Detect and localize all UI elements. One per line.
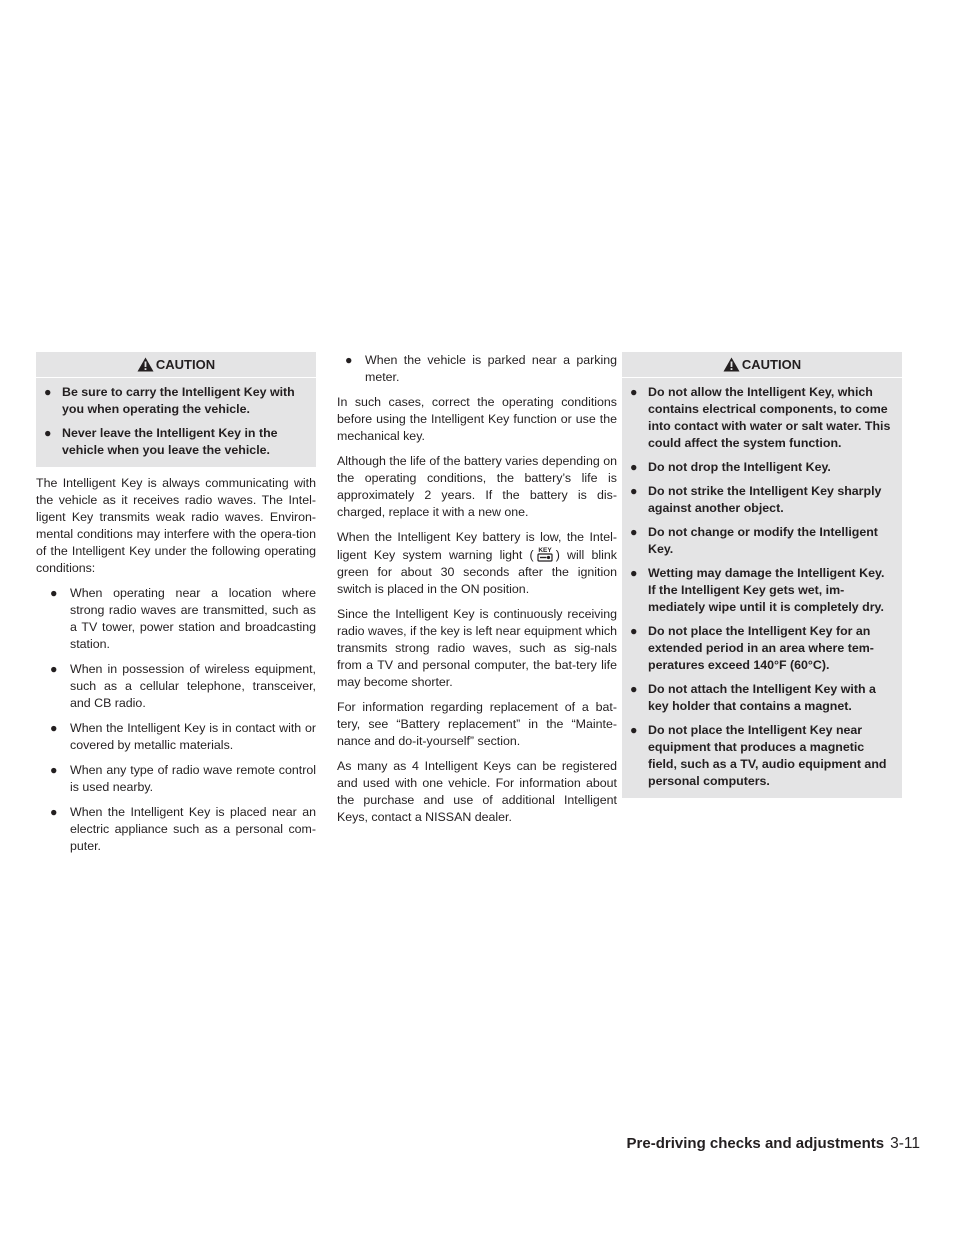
- bullet: ●: [50, 721, 58, 735]
- column-right: [622, 352, 902, 806]
- bullet: ●: [630, 624, 638, 638]
- paragraph: In such cases, correct the operating conditions before using the Intelligent Key function or use the mechanical key.: [337, 395, 617, 443]
- list-text: When the Intelligent Key is in contact with or covered by metallic materials.: [70, 721, 316, 752]
- warning-triangle-icon: [137, 357, 154, 372]
- warning-triangle-icon: [723, 357, 740, 372]
- bullet: ●: [44, 426, 52, 440]
- bullet: ●: [50, 763, 58, 777]
- bullet: ●: [630, 566, 638, 580]
- bullet: ●: [630, 460, 638, 474]
- bullet: ●: [630, 385, 638, 399]
- bullet: ●: [630, 525, 638, 539]
- caution-item: [630, 565, 894, 616]
- list-item: [36, 804, 316, 855]
- caution-item: [44, 425, 308, 459]
- bullet: ●: [630, 723, 638, 737]
- list-item: [36, 720, 316, 754]
- caution-item: [630, 681, 894, 715]
- caution-text: Be sure to carry the Intelligent Key with you when operating the vehicle.: [62, 385, 295, 416]
- caution-text: Wetting may damage the Intelligent Key. If the Intelligent Key gets wet, im-mediately wipe until it is completely dry.: [648, 566, 885, 614]
- key-icon-label: KEY: [538, 547, 552, 554]
- caution-item: [44, 384, 308, 418]
- caution-text: Do not allow the Intelligent Key, which contains electrical components, to come into contact with water or salt water. This could affect the system function.: [648, 385, 891, 450]
- bullet: ●: [345, 353, 353, 367]
- paragraph: Although the life of the battery varies depending on the operating conditions, the battery’s life is approximately 2 years. If the battery is dis-charged, replace it with a new one.: [337, 454, 617, 519]
- list-item: [36, 585, 316, 653]
- caution-text: Never leave the Intelligent Key in the vehicle when you leave the vehicle.: [62, 426, 278, 457]
- list-item: [36, 661, 316, 712]
- column-middle: [337, 352, 617, 834]
- list-item: [337, 352, 617, 386]
- bullet: ●: [44, 385, 52, 399]
- bullet: ●: [630, 682, 638, 696]
- key-warning-light-icon: [534, 546, 556, 562]
- paragraph: Since the Intelligent Key is continuously receiving radio waves, if the key is left near equipment which transmits strong radio waves, such as sig-nals from a TV and personal computer, the bat-tery life may become shorter.: [337, 607, 617, 689]
- caution-header: [622, 356, 902, 378]
- caution-box: [36, 352, 316, 467]
- caution-title: CAUTION: [741, 357, 802, 372]
- caution-header: [36, 356, 316, 378]
- paragraph: As many as 4 Intelligent Keys can be registered and used with one vehicle. For information about the purchase and use of additional Intelligent Keys, contact a NISSAN dealer.: [337, 759, 617, 824]
- section-title: Pre-driving checks and adjustments: [626, 1135, 885, 1152]
- caution-text: Do not place the Intelligent Key for an extended period in an area where tem-peratures exceed 140°F (60°C).: [648, 624, 874, 672]
- caution-text: Do not place the Intelligent Key near equipment that produces a magnetic field, such as a TV, audio equipment and personal computers.: [648, 723, 887, 788]
- paragraph-warning-light: [337, 529, 617, 598]
- caution-text: Do not strike the Intelligent Key sharply against another object.: [648, 484, 882, 515]
- list-text: When the vehicle is parked near a parking meter.: [365, 353, 617, 384]
- bullet: ●: [50, 586, 58, 600]
- caution-item: [630, 623, 894, 674]
- caution-item: [630, 459, 894, 476]
- caution-text: Do not change or modify the Intelligent Key.: [648, 525, 878, 556]
- paragraph: For information regarding replacement of a bat-tery, see “Battery replacement” in the “Mainte-nance and do-it-yourself” section.: [337, 700, 617, 748]
- caution-title: CAUTION: [155, 357, 216, 372]
- page-footer: [627, 1135, 920, 1153]
- page-number: 3-11: [890, 1135, 920, 1152]
- intro-paragraph: The Intelligent Key is always communicating with the vehicle as it receives radio waves. The Intel-ligent Key transmits weak radio waves. Environ-mental conditions may interfere with the opera-tion of the Intelligent Key under the following operating conditions:: [36, 476, 316, 575]
- list-item: [36, 762, 316, 796]
- bullet: ●: [50, 662, 58, 676]
- paragraph-text: ) will blink green for about 30 seconds after the ignition switch is placed in the ON position.: [337, 548, 617, 596]
- caution-item: [630, 483, 894, 517]
- column-left: [36, 352, 316, 863]
- list-text: When in possession of wireless equipment, such as a cellular telephone, transceiver, and CB radio.: [70, 662, 316, 710]
- list-text: When the Intelligent Key is placed near an electric appliance such as a personal com-puter.: [70, 805, 316, 853]
- caution-item: [630, 722, 894, 790]
- bullet: ●: [50, 805, 58, 819]
- caution-item: [630, 524, 894, 558]
- list-text: When any type of radio wave remote control is used nearby.: [70, 763, 316, 794]
- bullet: ●: [630, 484, 638, 498]
- caution-box: [622, 352, 902, 798]
- caution-text: Do not drop the Intelligent Key.: [648, 460, 831, 474]
- paragraph-text: When the Intelligent Key battery is low, the Intel-ligent Key system warning light (: [337, 530, 617, 562]
- caution-item: [630, 384, 894, 452]
- list-text: When operating near a location where strong radio waves are transmitted, such as a TV tower, power station and broadcasting station.: [70, 586, 316, 651]
- caution-text: Do not attach the Intelligent Key with a key holder that contains a magnet.: [648, 682, 876, 713]
